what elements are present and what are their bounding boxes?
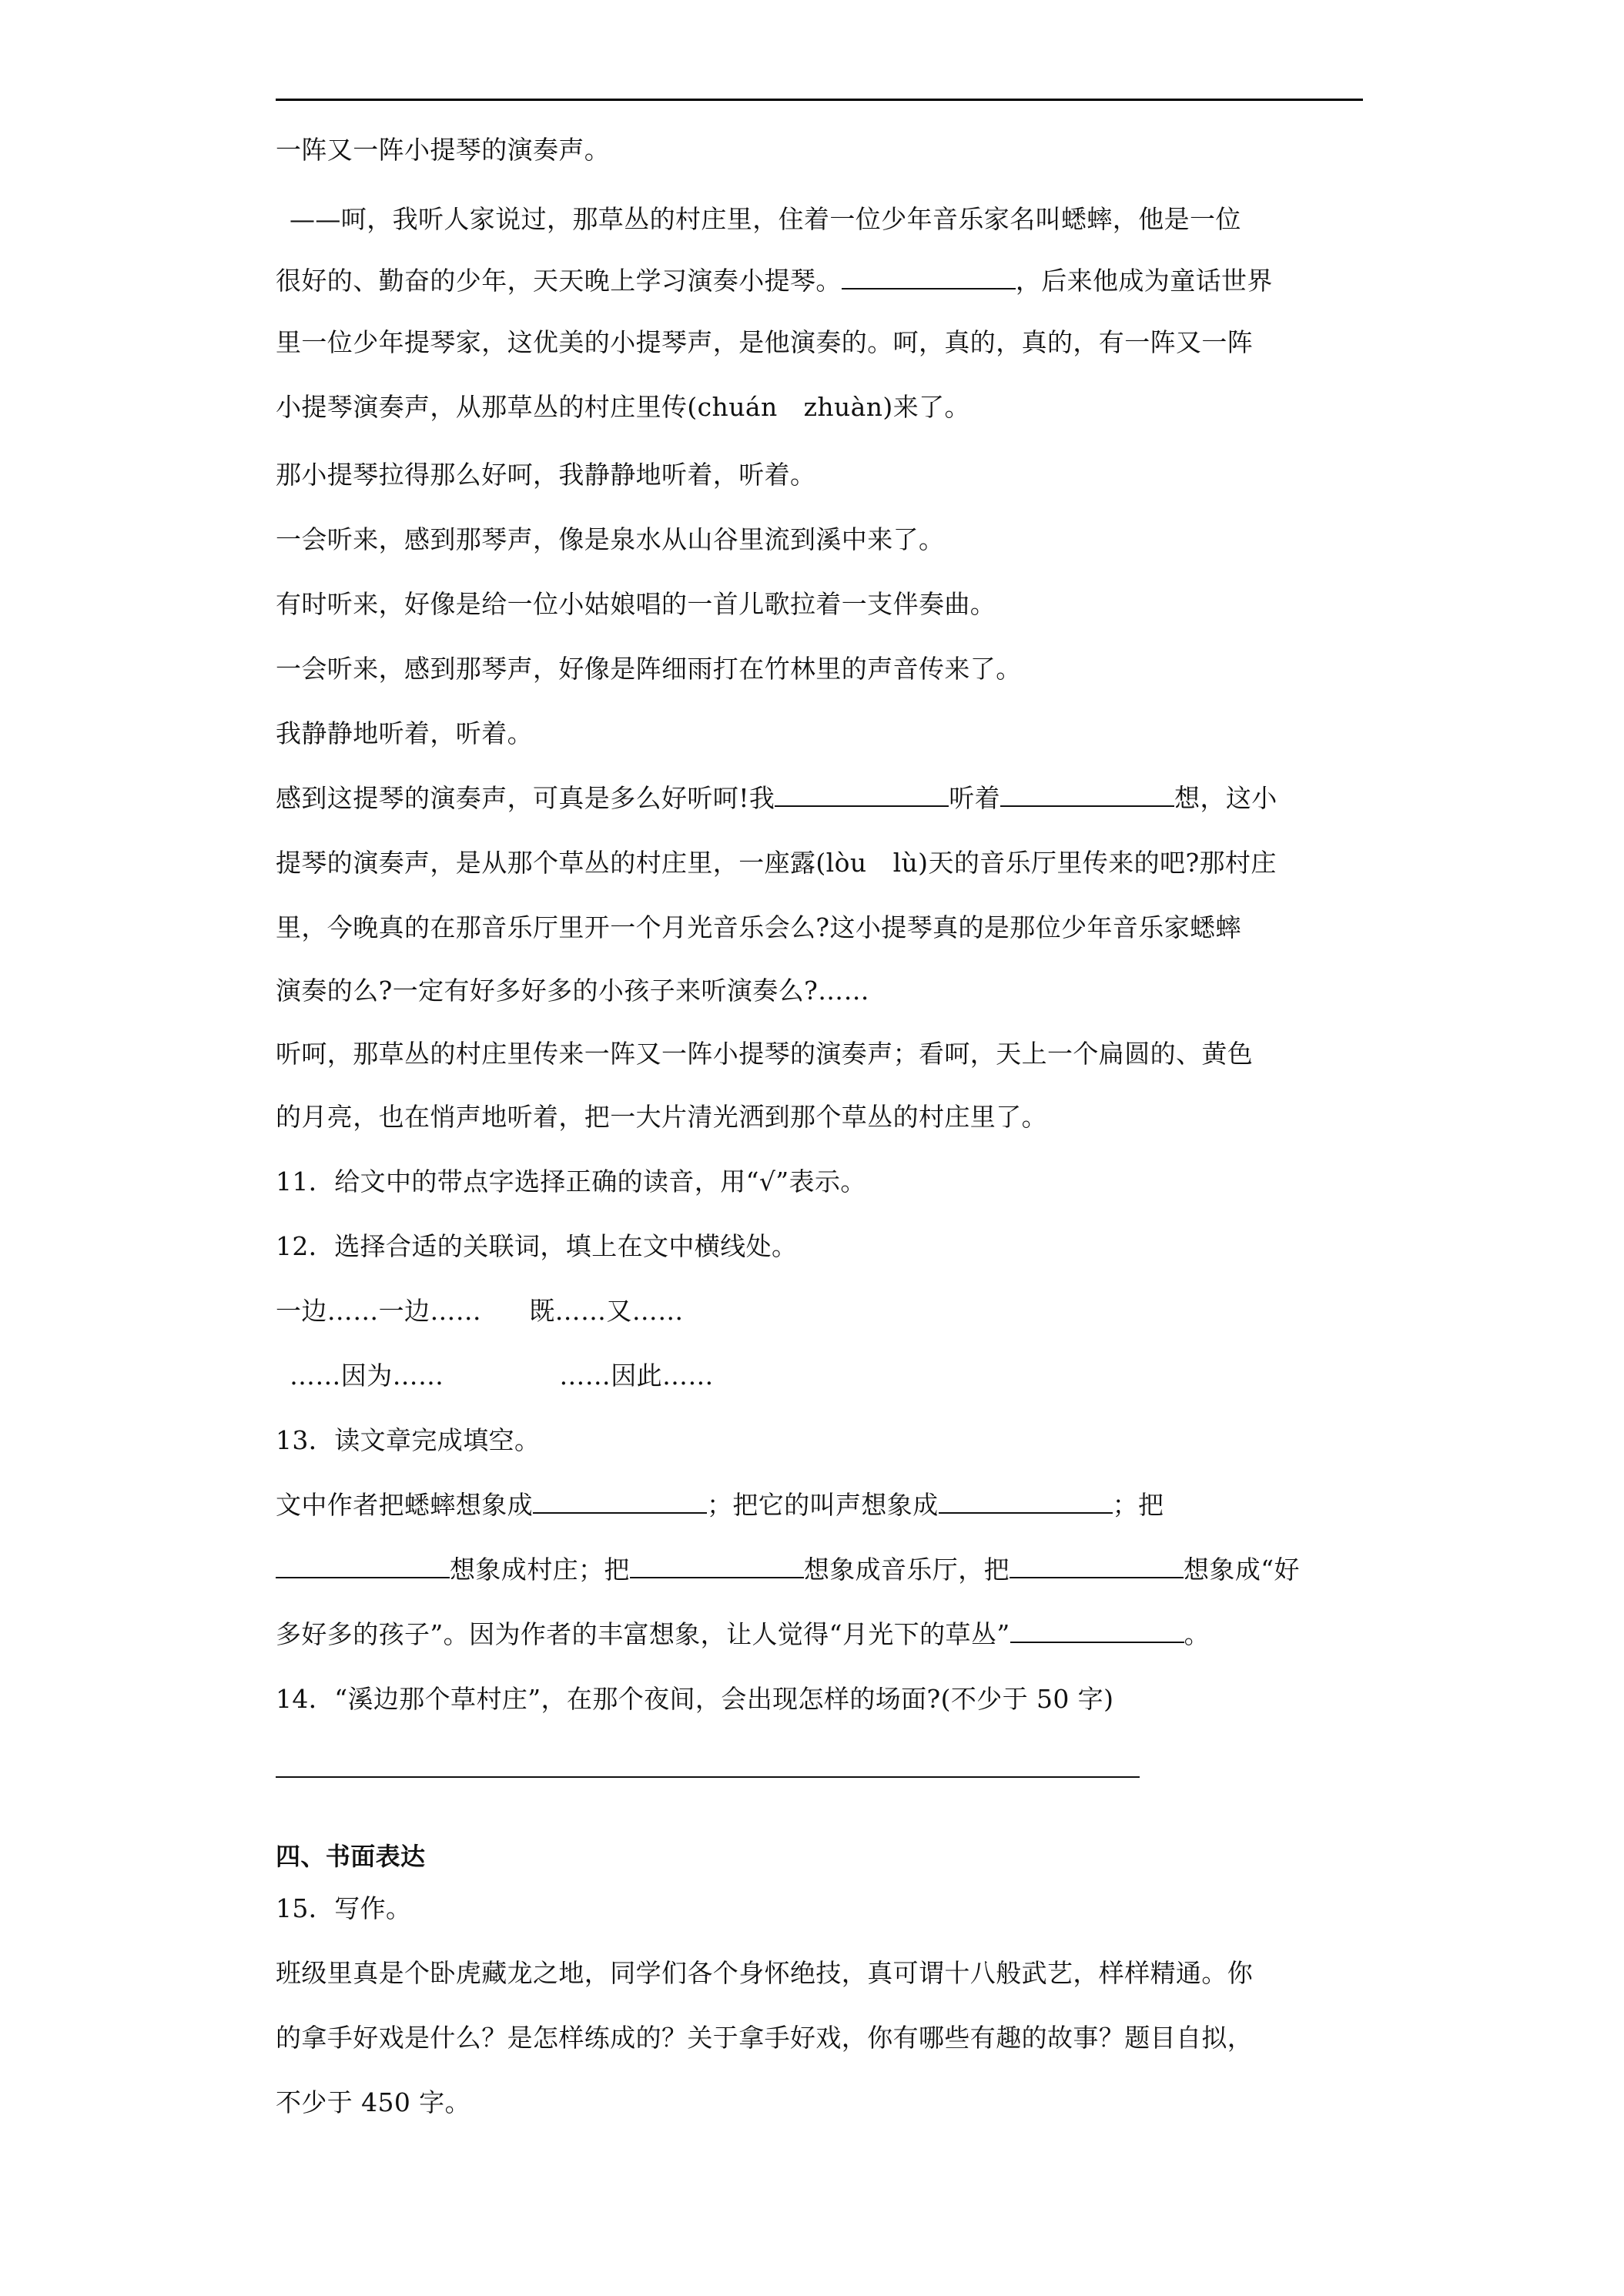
answer-blank[interactable] bbox=[1000, 782, 1174, 807]
passage-line: 里一位少年提琴家，这优美的小提琴声，是他演奏的。呵，真的，真的，有一阵又一阵 bbox=[276, 327, 1254, 357]
passage-line: 提琴的演奏声，是从那个草丛的村庄里，一座露(lòu lù)天的音乐厅里传来的吧?那村庄 bbox=[276, 848, 1277, 878]
answer-blank[interactable] bbox=[533, 1489, 707, 1514]
question-15: 15．写作。 bbox=[276, 1893, 412, 1923]
question-13: 13．读文章完成填空。 bbox=[276, 1425, 541, 1455]
writing-prompt: 不少于 450 字。 bbox=[276, 2087, 470, 2117]
writing-prompt: 的拿手好戏是什么？是怎样练成的？关于拿手好戏，你有哪些有趣的故事？题目自拟， bbox=[276, 2023, 1254, 2053]
passage-line: 我静静地听着，听着。 bbox=[276, 718, 533, 748]
passage-line: 听呵，那草丛的村庄里传来一阵又一阵小提琴的演奏声；看呵，天上一个扁圆的、黄色 bbox=[276, 1039, 1254, 1069]
passage-line: 感到这提琴的演奏声，可真是多么好听呵!我 听着 想，这小 bbox=[276, 783, 1277, 813]
answer-blank[interactable] bbox=[939, 1489, 1113, 1514]
passage-line: 里，今晚真的在那音乐厅里开一个月光音乐会么?这小提琴真的是那位少年音乐家蟋蟀 bbox=[276, 912, 1241, 942]
passage-line: ——呵，我听人家说过，那草丛的村庄里，住着一位少年音乐家名叫蟋蟀，他是一位 bbox=[290, 204, 1241, 234]
passage-line: 小提琴演奏声，从那草丛的村庄里传(chuán zhuàn)来了。 bbox=[276, 392, 970, 422]
answer-blank[interactable] bbox=[1010, 1554, 1184, 1578]
question-13-fill: 文中作者把蟋蟀想象成 ；把它的叫声想象成 ；把 bbox=[276, 1490, 1164, 1520]
question-13-fill: 想象成村庄；把 想象成音乐厅，把 想象成“好 bbox=[276, 1554, 1363, 1586]
section-heading: 四、书面表达 bbox=[276, 1842, 426, 1871]
question-12-options: 一边……一边…… 既……又…… bbox=[276, 1296, 684, 1326]
answer-blank[interactable] bbox=[842, 265, 1016, 290]
passage-line: 的月亮，也在悄声地听着，把一大片清光洒到那个草丛的村庄里了。 bbox=[276, 1102, 1047, 1132]
answer-blank[interactable] bbox=[276, 1554, 450, 1578]
question-12-options: ……因为…… ……因此…… bbox=[290, 1361, 714, 1391]
passage-line: 有时听来，好像是给一位小姑娘唱的一首儿歌拉着一支伴奏曲。 bbox=[276, 589, 996, 619]
passage-line: 一会听来，感到那琴声，像是泉水从山谷里流到溪中来了。 bbox=[276, 524, 945, 554]
answer-line[interactable] bbox=[276, 1776, 1140, 1778]
passage-line: 那小提琴拉得那么好呵，我静静地听着，听着。 bbox=[276, 460, 816, 490]
answer-blank[interactable] bbox=[775, 782, 949, 807]
answer-blank[interactable] bbox=[630, 1554, 804, 1578]
passage-line: 一阵又一阵小提琴的演奏声。 bbox=[276, 135, 611, 165]
answer-blank[interactable] bbox=[1010, 1618, 1184, 1643]
writing-prompt: 班级里真是个卧虎藏龙之地，同学们各个身怀绝技，真可谓十八般武艺，样样精通。你 bbox=[276, 1958, 1254, 1988]
question-14: 14．“溪边那个草村庄”，在那个夜间，会出现怎样的场面?(不少于 50 字) bbox=[276, 1684, 1114, 1714]
header-rule bbox=[276, 99, 1363, 101]
question-11: 11．给文中的带点字选择正确的读音，用“√”表示。 bbox=[276, 1166, 866, 1197]
question-12: 12．选择合适的关联词，填上在文中横线处。 bbox=[276, 1231, 798, 1261]
passage-line: 一会听来，感到那琴声，好像是阵细雨打在竹林里的声音传来了。 bbox=[276, 654, 1022, 684]
passage-line: 演奏的么?一定有好多好多的小孩子来听演奏么?…… bbox=[276, 976, 869, 1006]
question-13-fill: 多好多的孩子”。因为作者的丰富想象，让人觉得“月光下的草丛” 。 bbox=[276, 1619, 1210, 1649]
passage-line: 很好的、勤奋的少年，天天晚上学习演奏小提琴。 ，后来他成为童话世界 bbox=[276, 266, 1273, 296]
